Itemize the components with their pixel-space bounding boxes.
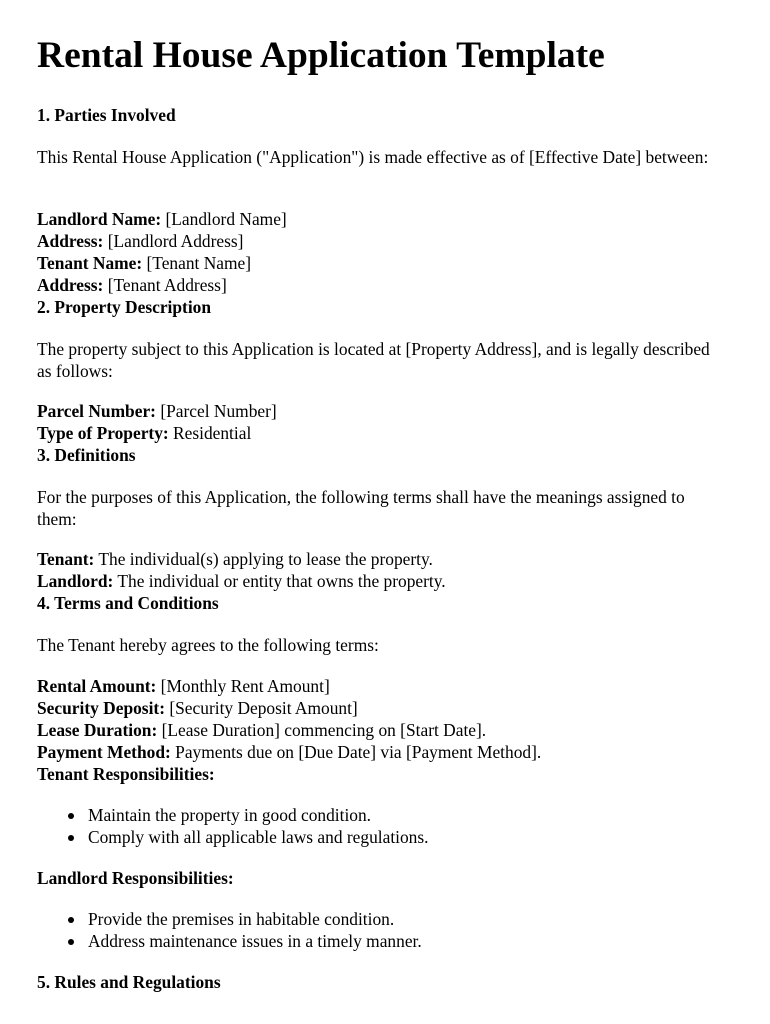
section-4-fields — [37, 675, 727, 785]
field-lease-duration: Lease Duration: [Lease Duration] commencing on [Start Date]. — [37, 720, 487, 740]
definition-landlord: Landlord: The individual or entity that owns the property. — [37, 571, 446, 591]
list-item: Comply with all applicable laws and regulations. — [37, 826, 727, 848]
tenant-responsibilities-label: Tenant Responsibilities: — [37, 764, 215, 784]
section-1-fields — [37, 208, 727, 296]
field-tenant-address: Address: [Tenant Address] — [37, 275, 227, 295]
section-4-intro: The Tenant hereby agrees to the following terms: — [37, 635, 379, 655]
field-property-type: Type of Property: Residential — [37, 423, 252, 443]
section-1-heading: 1. Parties Involved — [37, 105, 176, 125]
field-tenant-name: Tenant Name: [Tenant Name] — [37, 253, 252, 273]
section-2-intro: The property subject to this Application is located at [Property Address], and is legally described as follows: — [37, 339, 710, 381]
page-title: Rental House Application Template — [37, 35, 605, 76]
list-item: Address maintenance issues in a timely manner. — [37, 930, 727, 952]
list-item: Provide the premises in habitable condition. — [37, 908, 727, 930]
field-rental-amount: Rental Amount: [Monthly Rent Amount] — [37, 676, 330, 696]
section-2-heading: 2. Property Description — [37, 297, 212, 317]
definition-tenant: Tenant: The individual(s) applying to lease the property. — [37, 549, 433, 569]
field-landlord-name: Landlord Name: [Landlord Name] — [37, 209, 287, 229]
field-payment-method: Payment Method: Payments due on [Due Date] via [Payment Method]. — [37, 742, 542, 762]
section-1-intro: This Rental House Application ("Application") is made effective as of [Effective Date] between: — [37, 147, 709, 167]
field-parcel-number: Parcel Number: [Parcel Number] — [37, 401, 277, 421]
section-3-fields — [37, 548, 727, 592]
field-security-deposit: Security Deposit: [Security Deposit Amount] — [37, 698, 358, 718]
section-3-intro: For the purposes of this Application, the following terms shall have the meanings assigned to them: — [37, 487, 685, 529]
field-landlord-address: Address: [Landlord Address] — [37, 231, 244, 251]
section-3-heading: 3. Definitions — [37, 445, 136, 465]
landlord-responsibilities-label: Landlord Responsibilities: — [37, 868, 234, 888]
section-2-fields — [37, 400, 727, 444]
section-4-heading: 4. Terms and Conditions — [37, 593, 219, 613]
landlord-responsibilities-list — [37, 908, 727, 952]
list-item: Maintain the property in good condition. — [37, 804, 727, 826]
tenant-responsibilities-list — [37, 804, 727, 848]
section-5-heading: 5. Rules and Regulations — [37, 972, 221, 992]
